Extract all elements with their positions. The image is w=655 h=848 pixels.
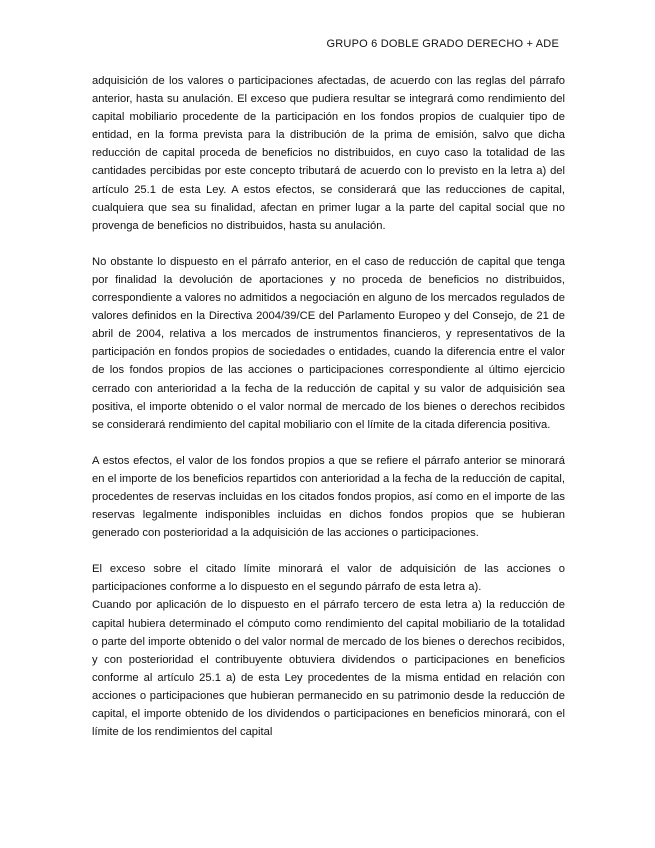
paragraph-5: Cuando por aplicación de lo dispuesto en el párrafo tercero de esta letra a) la reducción de capital hubiera determinado el cómputo como rendimiento del capital mobiliario de la totalidad o parte del importe obtenido o del valor normal de mercado de los bienes o derechos recibidos, y con posterioridad el contribuyente obtuviera dividendos o participaciones en beneficios conforme al artículo 25.1 a) de esta Ley procedentes de la misma entidad en relación con acciones o participaciones que hubieran permanecido en su patrimonio desde la reducción de capital, el importe obtenido de los dividendos o participaciones en beneficios minorará, con el límite de los rendimientos del capital xyxy=(92,599,565,739)
page-header: GRUPO 6 DOBLE GRADO DERECHO + ADE xyxy=(326,38,559,50)
paragraph-3: A estos efectos, el valor de los fondos propios a que se refiere el párrafo anterior se minorará en el importe de los beneficios repartidos con anterioridad a la fecha de la reducción de capital, procedentes de reservas incluidas en los citados fondos propios, así como en el importe de las reservas legalmente indisponibles incluidas en dichos fondos propios que se hubieran generado con posterioridad a la adquisición de las acciones o participaciones. xyxy=(92,454,565,540)
document-body xyxy=(92,72,565,759)
paragraph-2: No obstante lo dispuesto en el párrafo anterior, en el caso de reducción de capital que tenga por finalidad la devolución de aportaciones y no proceda de beneficios no distribuidos, correspondiente a valores no admitidos a negociación en alguno de los mercados regulados de valores definidos en la Directiva 2004/39/CE del Parlamento Europeo y del Consejo, de 21 de abril de 2004, relativa a los mercados de instrumentos financieros, y representativos de la participación en fondos propios de sociedades o entidades, cuando la diferencia entre el valor de los fondos propios de las acciones o participaciones correspondiente al último ejercicio cerrado con anterioridad a la fecha de la reducción de capital y su valor de adquisición sea positiva, el importe obtenido o el valor normal de mercado de los bienes o derechos recibidos se considerará rendimiento del capital mobiliario con el límite de la citada diferencia positiva. xyxy=(92,255,565,431)
paragraph-1: adquisición de los valores o participaciones afectadas, de acuerdo con las reglas del párrafo anterior, hasta su anulación. El exceso que pudiera resultar se integrará como rendimiento del capital mobiliario procedente de la participación en los fondos propios de cualquier tipo de entidad, en la forma prevista para la distribución de la prima de emisión, salvo que dicha reducción de capital proceda de beneficios no distribuidos, en cuyo caso la totalidad de las cantidades percibidas por este concepto tributará de acuerdo con lo previsto en la letra a) del artículo 25.1 de esta Ley. A estos efectos, se considerará que las reducciones de capital, cualquiera que sea su finalidad, afectan en primer lugar a la parte del capital social que no provenga de beneficios no distribuidos, hasta su anulación. xyxy=(92,75,565,232)
paragraph-4: El exceso sobre el citado límite minorará el valor de adquisición de las acciones o participaciones conforme a lo dispuesto en el segundo párrafo de esta letra a). xyxy=(92,563,565,594)
